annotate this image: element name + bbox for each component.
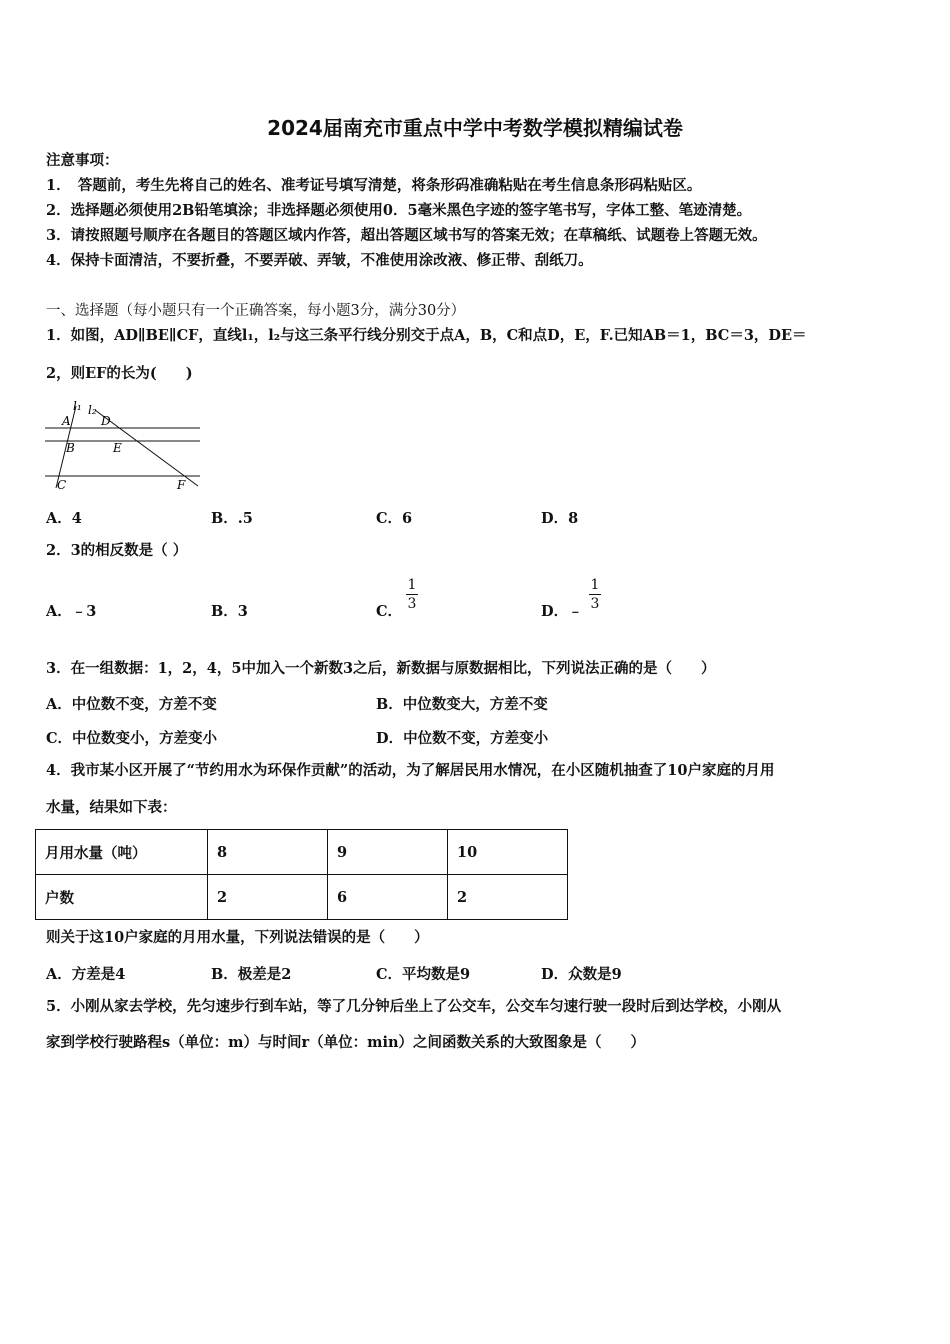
q4-option-b: B．极差是2 [211, 966, 292, 983]
table-cell: 2 [208, 875, 328, 920]
q5-stem-line2: 家到学校行驶路程s（单位：m）与时间r（单位：min）之间函数关系的大致图象是（ ） [46, 1034, 646, 1051]
q4-stem-line1: 4．我市某小区开展了“节约用水为环保作贡献”的活动，为了解居民用水情况，在小区随机抽查了10户家庭的月用 [46, 762, 775, 779]
q1-parallel-lines-figure [40, 396, 205, 496]
q3-option-d: D．中位数不变，方差变小 [376, 730, 549, 747]
q1-stem-line1: 1．如图，AD∥BE∥CF，直线l₁，l₂与这三条平行线分别交于点A，B，C和点D，E，F.已知AB＝1，BC＝3，DE＝ [46, 327, 807, 344]
label-f: F [177, 478, 186, 492]
label-d: D [101, 414, 111, 428]
q1-option-d: D．8 [541, 510, 579, 527]
notice-item-4: 4．保持卡面清洁，不要折叠，不要弄破、弄皱，不准使用涂改液、修正带、刮纸刀。 [46, 252, 593, 269]
label-c: C [57, 478, 67, 492]
table-cell: 8 [208, 830, 328, 875]
notice-item-1: 1． 答题前，考生先将自己的姓名、准考证号填写清楚，将条形码准确粘贴在考生信息条形码粘贴区。 [46, 177, 702, 194]
notice-item-3: 3．请按照题号顺序在各题目的答题区域内作答，超出答题区域书写的答案无效；在草稿纸、试题卷上答题无效。 [46, 227, 767, 244]
q2-fraction-d [589, 577, 601, 612]
q2-stem: 2．3的相反数是（ ） [46, 542, 188, 559]
label-b: B [66, 441, 75, 455]
notice-heading: 注意事项： [46, 152, 119, 169]
label-a: A [62, 414, 71, 428]
q2-fraction-c [406, 577, 418, 612]
q1-option-a: A．4 [46, 510, 82, 527]
table-cell: 6 [328, 875, 448, 920]
q5-stem-line1: 5．小刚从家去学校，先匀速步行到车站，等了几分钟后坐上了公交车，公交车匀速行驶一段时后到达学校，小刚从 [46, 998, 782, 1015]
table-cell: 户数 [36, 875, 208, 920]
q1-option-b: B．.5 [211, 510, 253, 527]
label-e: E [113, 441, 122, 455]
q2-option-a: A．﹣3 [46, 603, 97, 620]
section-heading: 一、选择题（每小题只有一个正确答案，每小题3分，满分30分） [46, 303, 466, 319]
q1-stem-line2: 2，则EF的长为( ) [46, 365, 193, 382]
page-title: 2024届南充市重点中学中考数学模拟精编试卷 [267, 116, 683, 140]
q3-stem: 3．在一组数据：1，2，4，5中加入一个新数3之后，新数据与原数据相比，下列说法正确的是（ ） [46, 660, 716, 677]
notice-item-2: 2．选择题必须使用2B铅笔填涂；非选择题必须使用0．5毫米黑色字迹的签字笔书写，字体工整、笔迹清楚。 [46, 202, 752, 219]
q4-question: 则关于这10户家庭的月用水量，下列说法错误的是（ ） [46, 929, 429, 946]
table-cell: 9 [328, 830, 448, 875]
label-l1: l₁ [73, 399, 82, 413]
fraction-denominator: 3 [407, 596, 417, 612]
q3-option-c: C．中位数变小，方差变小 [46, 730, 218, 747]
table-row [36, 830, 568, 875]
table-cell: 2 [448, 875, 568, 920]
water-usage-table [35, 829, 568, 920]
q2-option-c: C． [376, 603, 403, 620]
q3-option-b: B．中位数变大，方差不变 [376, 696, 548, 713]
table-row [36, 875, 568, 920]
fraction-numerator: 1 [590, 577, 600, 593]
q2-option-b: B．3 [211, 603, 248, 620]
table-cell: 月用水量（吨） [36, 830, 208, 875]
table-cell: 10 [448, 830, 568, 875]
q1-option-c: C．6 [376, 510, 413, 527]
label-l2: l₂ [88, 403, 97, 417]
q4-option-d: D．众数是9 [541, 966, 622, 983]
fraction-numerator: 1 [407, 577, 417, 593]
q4-stem-line2: 水量，结果如下表： [46, 799, 177, 816]
q4-option-a: A．方差是4 [46, 966, 126, 983]
fraction-denominator: 3 [590, 596, 600, 612]
q2-option-d: D．﹣ [541, 603, 583, 620]
q4-option-c: C．平均数是9 [376, 966, 471, 983]
q3-option-a: A．中位数不变，方差不变 [46, 696, 217, 713]
